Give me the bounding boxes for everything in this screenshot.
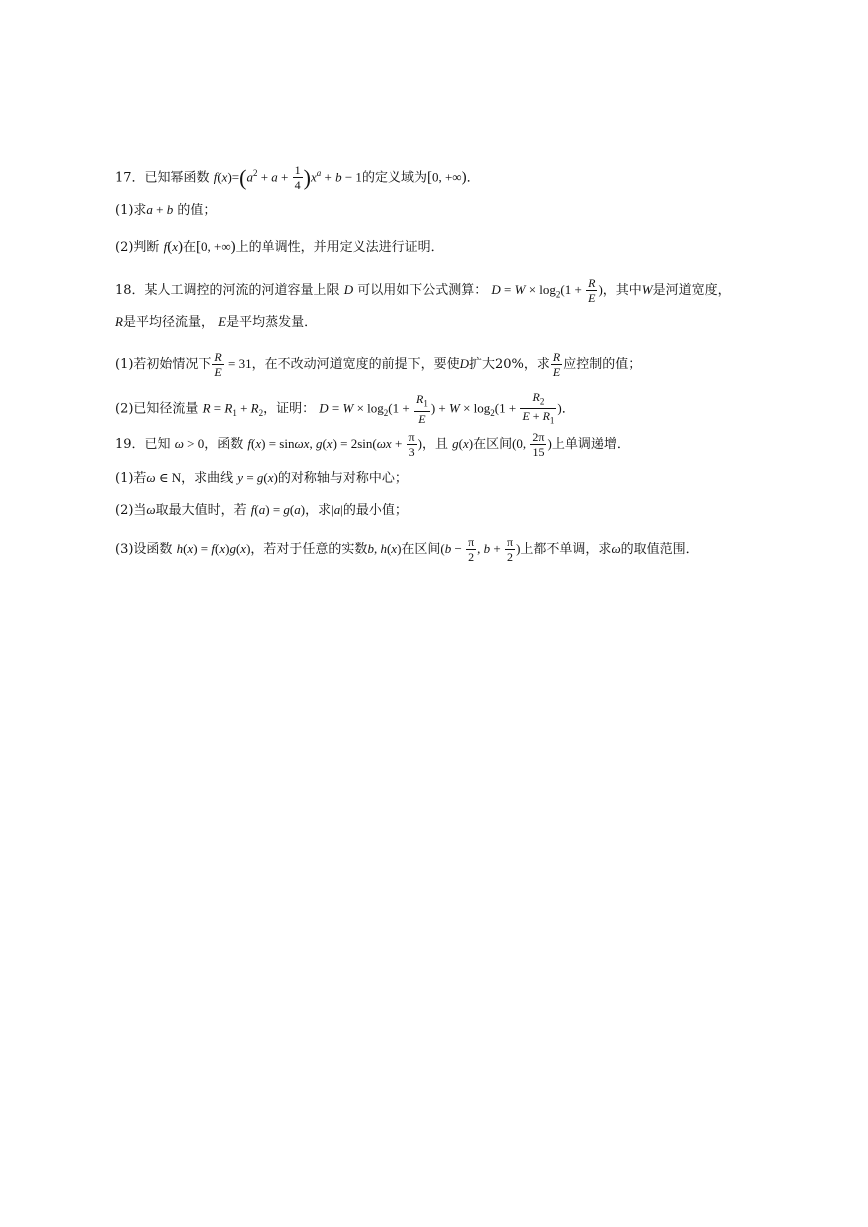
q19-part2: (2)当ω取最大值时，若 f(a) = g(a)，求|a|的最小值； <box>115 502 408 518</box>
q19-part1: (1)若ω ∈ N，求曲线 y = g(x)的对称轴与对称中心； <box>115 470 408 486</box>
fraction-1-4: $\frac{1}{4}$ <box>294 163 301 193</box>
q17-number: 17． <box>115 170 145 186</box>
q18-stem-cont: R是平均径流量， E是平均蒸发量． <box>115 314 318 330</box>
q18-part1: (1)若初始情况下 $\frac{R}{E}$ = 31，在不改动河道宽度的前提下，要使D扩大20%，求 $\frac{R}{E}$ 应控制的值； <box>115 350 642 379</box>
q17-part1: (1)求a + b 的值； <box>115 202 217 218</box>
q18-part2: (2)已知径流量 $R = R_1 + R_2$，证明： $D = W \times \log_2(1$ + $\frac{R_1}{E}$ ) + $W \times \log_2(1$ + $\frac{R_2}{E + R_1}$ )． <box>115 390 575 426</box>
q18-number: 18． <box>115 283 145 298</box>
q19-part3: (3)设函数 h(x) = f(x)g(x)，若对于任意的实数b, h(x)在区间(b − $\frac{\pi}{2}$ , b + $\frac{\pi}{2}$ )上都不单调，求ω的取值范围． <box>115 535 699 564</box>
q19-stem: 19．已知 ω > 0，函数 f(x) = sinωx, g(x) = 2sin(ωx + $\frac{\pi}{3}$ )，且 g(x)在区间(0, $\frac{2\pi}{15}$ )上单调递增． <box>115 430 630 459</box>
q18-stem: 18．某人工调控的河流的河道容量上限 D 可以用如下公式测算： $D = W \times \log_2(1$ + $\frac{R}{E}$ )，其中W是河道宽度， <box>115 276 731 305</box>
fraction-r-e: $\frac{R}{E}$ <box>588 276 596 305</box>
q17-part2: (2)判断 f(x)在[0, +∞)上的单调性，并用定义法进行证明． <box>115 239 444 255</box>
math-f-x: f <box>213 169 218 185</box>
q19-number: 19． <box>115 437 145 452</box>
q17-stem: 17．已知幂函数 $f(x)=(a^2 + a$ + $\frac{1}{4}$ )$x^a + b - 1$的定义域为[0, +∞)． <box>115 163 480 193</box>
